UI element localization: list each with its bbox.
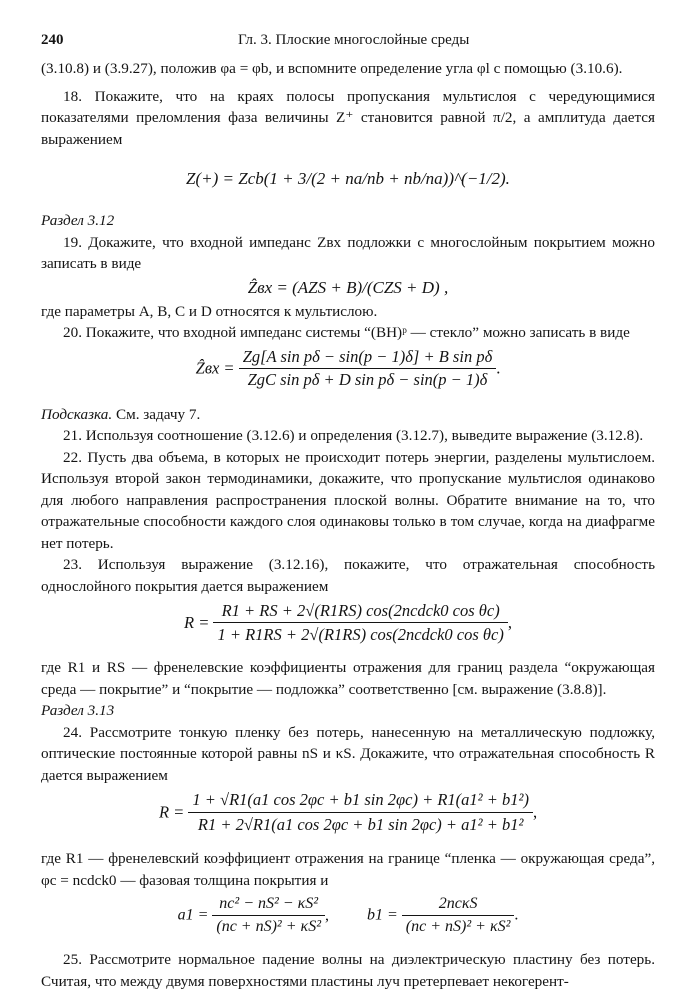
problem-24-note: где R1 — френелевский коэффициент отражения на границе “пленка — окружающая среда”, φc = ncdck0 — фазовая толщина покрытия и [41, 850, 655, 889]
equation-20-lhs: Ẑвх = [195, 358, 235, 377]
equation-18: Z(+) = Zcb(1 + 3/(2 + na/nb + nb/na))^(−1/2). [186, 169, 510, 188]
equation-b1-fraction [402, 893, 515, 938]
equation-a1-numerator: nc² − nS² − κS² [219, 895, 319, 912]
equation-24-numerator: 1 + √R1(a1 cos 2φc + b1 sin 2φc) + R1(a1² + b1²) [192, 790, 529, 809]
problem-19: 19. Докажите, что входной импеданс Zвх подложки с многослойным покрытием можно записать в виде [41, 233, 655, 272]
problem-23: 23. Используя выражение (3.12.16), покажите, что отражательная способность однослойного покрытия дается выражением [41, 556, 655, 595]
problem-21: 21. Используя соотношение (3.12.6) и определения (3.12.7), выведите выражение (3.12.8). [63, 427, 644, 444]
problem-23-note: где R1 и RS — френелевские коэффициенты отражения для границ раздела “окружающая среда — покрытие” и “покрытие — подложка” соответственно [см. выражение (3.8.8)]. [41, 659, 655, 698]
equation-b1-lhs: b1 = [367, 906, 398, 924]
section-3-13-heading: Раздел 3.13 [41, 702, 115, 719]
equation-23-fraction [213, 599, 507, 646]
equation-20: Ẑвх = $\frac{\text{Zg[A sin pδ − sin(p − 1)δ] + B sin pδ}}{\text{ZgC sin pδ + D sin pδ − sin(p − 1)δ}}$ . [195, 346, 501, 389]
equation-23-numerator: R1 + RS + 2√(R1RS) cos(2ncdck0 cos θc) [221, 601, 500, 620]
equation-b1-numerator: 2ncκS [438, 895, 478, 912]
equation-24-lhs: R = [158, 802, 185, 822]
equation-20-fraction [239, 346, 497, 391]
equation-a1-lhs: a1 = [177, 906, 209, 924]
problem-20: 20. Покажите, что входной импеданс системы “(BH)ᵖ — стекло” можно записать в виде [63, 324, 630, 341]
equation-b1-denominator: (nc + nS)² + κS² [402, 915, 515, 938]
equation-a1-fraction [212, 893, 325, 938]
equation-24-coefficients: a1 = $\frac{\text{nc² − nS² − κS²}}{\text{(nc + nS)² + κS²}}$ , b1 = $\frac{\text{2ncκS}}{\text{(nc + nS)² + κS²}}$ . [41, 891, 655, 949]
equation-24: R = $\frac{\text{1 + √R1(a1 cos 2φc + b1 sin 2φc) + R1(a1² + b1²)}}{\text{R1 + 2√R1(a1 cos 2φc + b1 sin 2φc) + a1² + b1²}}$ , [41, 786, 655, 848]
equation-20-numerator: Zg[A sin pδ − sin(p − 1)δ] + B sin pδ [242, 346, 493, 366]
equation-19: Ẑвх = (AZS + B)/(CZS + D) , [247, 277, 449, 297]
equation-a1-denominator: (nc + nS)² + κS² [212, 915, 325, 938]
equation-23-denominator: 1 + R1RS + 2√(R1RS) cos(2ncdck0 cos θc) [213, 622, 507, 646]
equation-23-lhs: R = [184, 613, 210, 632]
page [41, 30, 655, 992]
equation-24-fraction [188, 788, 533, 837]
hint-label: Подсказка. [41, 405, 113, 423]
problem-19-note: где параметры A, B, C и D относятся к мультислою. [41, 302, 378, 320]
problem-22: 22. Пусть два объема, в которых не происходит потерь энергии, разделены мультислоем. Используя второй закон термодинамики, докажите, что пропускание мультислоя одинаково для любого направления распространения плоской волны. Обратите внимание на то, что отражательные способности каждого слоя одинаковы только в том случае, когда на диафрагме нет потерь. [41, 448, 655, 552]
equation-23: R = $\frac{\text{R1 + RS + 2√(R1RS) cos(2ncdck0 cos θc)}}{\text{1 + R1RS + 2√(R1RS) cos(2ncdck0 cos θc)}}$ , [184, 601, 512, 644]
equation-24-denominator: R1 + 2√R1(a1 cos 2φc + b1 sin 2φc) + a1² + b1² [188, 812, 533, 837]
paragraph-intro: (3.10.8) и (3.9.27), положив φa = φb, и вспомните определение угла φl с помощью (3.10.6). [41, 60, 623, 77]
problem-24: 24. Рассмотрите тонкую пленку без потерь, нанесенную на металлическую подложку, оптические постоянные которой равны nS и κS. Докажите, что отражательная способность R дается выражением [41, 723, 655, 784]
page-number: 240 [41, 32, 64, 48]
equation-20-denominator: ZgC sin pδ + D sin pδ − sin(p − 1)δ [239, 368, 497, 391]
section-3-12-heading: Раздел 3.12 [41, 212, 115, 229]
hint-text: См. задачу 7. [115, 405, 201, 423]
problem-18: 18. Покажите, что на краях полосы пропускания мультислоя с чередующимися показателями преломления фаза величины Z⁺ становится равной π/2, а амплитуда дается выражением [41, 87, 655, 148]
hint [41, 404, 655, 426]
running-header [41, 30, 655, 58]
problem-25: 25. Рассмотрите нормальное падение волны на диэлектрическую пластину без потерь. Считая, что между двумя поверхностями пластины луч претерпевает некогерент- [41, 951, 655, 990]
chapter-title: Гл. 3. Плоские многослойные среды [238, 32, 470, 48]
